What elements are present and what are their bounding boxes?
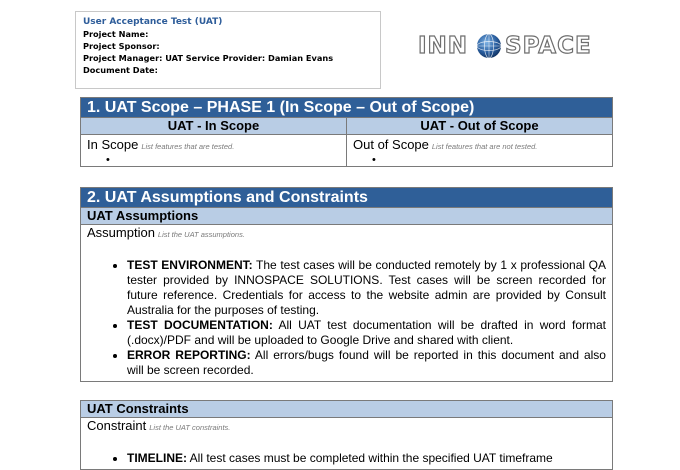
- list-item: [127, 348, 606, 378]
- constraints-subheading: UAT Constraints: [81, 401, 612, 418]
- item-text: All errors/bugs found will be reported in this document and also will be screen recorded.: [127, 348, 606, 377]
- item-key: TEST DOCUMENTATION:: [127, 318, 273, 332]
- item-key: TEST ENVIRONMENT:: [127, 258, 253, 272]
- scope-columns: [81, 118, 612, 166]
- document-info-box: [75, 11, 381, 89]
- assumptions-section: [80, 187, 613, 382]
- innospace-logo: [418, 31, 608, 61]
- out-scope-header: UAT - Out of Scope: [347, 118, 612, 135]
- item-key: TIMELINE:: [127, 451, 187, 465]
- logo-text-right: SPACE: [505, 33, 592, 59]
- assumptions-list: [81, 258, 612, 378]
- out-scope-cell[interactable]: [347, 135, 612, 166]
- in-scope-label: In Scope: [87, 137, 139, 152]
- out-scope-bullet: •: [372, 154, 376, 166]
- constraint-line[interactable]: [81, 418, 612, 436]
- document-date-field: Document Date:: [83, 65, 158, 75]
- item-key: ERROR REPORTING:: [127, 348, 251, 362]
- out-scope-hint: List features that are not tested.: [431, 142, 538, 151]
- project-name-field: Project Name:: [83, 29, 149, 39]
- project-sponsor-field: Project Sponsor:: [83, 41, 160, 51]
- scope-heading: 1. UAT Scope – PHASE 1 (In Scope – Out of Scope): [81, 98, 612, 118]
- in-scope-hint: List features that are tested.: [141, 142, 235, 151]
- item-text: The test cases will be conducted remotely by 1 x professional QA tester provided by INNOSPACE SOLUTIONS. Test cases will be screen recorded for future reference. Credentials for access to the website admin are provided by Consult Australia for the purposes of testing.: [127, 258, 606, 317]
- in-scope-header: UAT - In Scope: [81, 118, 346, 135]
- assumptions-subheading: UAT Assumptions: [81, 208, 612, 225]
- in-scope-bullet: •: [106, 154, 110, 166]
- assumption-line[interactable]: [81, 225, 612, 243]
- out-scope-label: Out of Scope: [353, 137, 429, 152]
- constraint-hint: List the UAT constraints.: [149, 423, 231, 432]
- item-text: All test cases must be completed within the specified UAT timeframe: [187, 451, 553, 465]
- out-scope-column: [346, 118, 612, 166]
- item-text: All UAT test documentation will be drafted in word format (.docx)/PDF and will be uploaded to Google Drive and shared with client.: [127, 318, 606, 347]
- scope-section: [80, 97, 613, 167]
- constraints-section: [80, 400, 613, 470]
- assumptions-heading: 2. UAT Assumptions and Constraints: [81, 188, 612, 208]
- constraint-label: Constraint: [87, 418, 147, 433]
- globe-icon: [476, 33, 502, 59]
- list-item: [127, 258, 606, 318]
- in-scope-cell[interactable]: [81, 135, 346, 166]
- in-scope-column: [81, 118, 346, 166]
- project-manager-field: Project Manager: UAT Service Provider: Damian Evans: [83, 53, 334, 63]
- assumption-hint: List the UAT assumptions.: [157, 230, 245, 239]
- document-title: User Acceptance Test (UAT): [83, 17, 223, 27]
- logo-text-left: INN: [418, 33, 469, 59]
- list-item: [127, 318, 606, 348]
- assumption-label: Assumption: [87, 225, 155, 240]
